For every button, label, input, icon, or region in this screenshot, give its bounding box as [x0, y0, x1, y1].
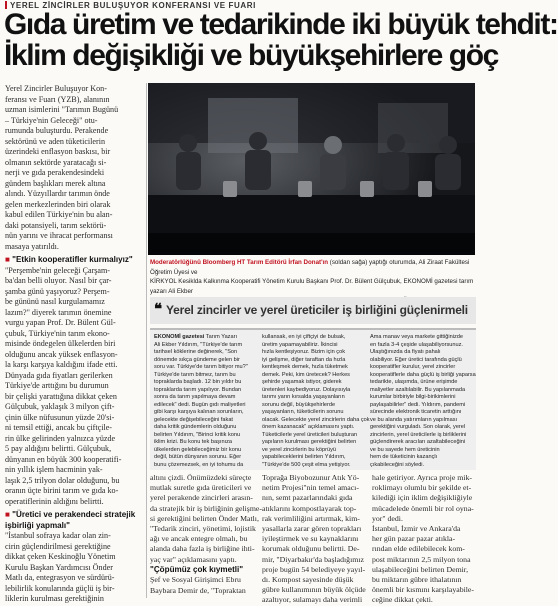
box-line: Ali Ekber Yıldırım, "Türkiye'de tarım — [154, 341, 243, 348]
box-line: ve bu alanda yatırımların yapılması — [370, 416, 458, 423]
body-line: uzman isimlerini "Tarımın Bugünü — [5, 105, 119, 114]
box-line: paylaşabilirler" dedi. Yıldırım, pandemi — [370, 401, 466, 408]
panel-photo — [148, 83, 475, 255]
body-line: nün yarını ve ihracat performansı — [5, 231, 113, 240]
body-line: gelen merkezlerinden biri olarak — [5, 199, 111, 209]
quote-mark-icon: ❝ — [154, 301, 163, 318]
body-line: olmanın sektörde yaratacağı si- — [5, 157, 107, 167]
body-line: çinin ülke nüfusunun yüzde 20'si- — [5, 412, 115, 422]
body-line: laşık 2,5 trilyon dolar olduğunu, bu — [5, 475, 120, 485]
headline-line-1: Gıda üretim ve tedarikinde iki büyük tehdit: — [4, 8, 558, 41]
body-line: kabul edilen Türkiye'nin bu alan- — [5, 210, 113, 219]
body-line: çubuk, Türkiye'nin tarım ekono- — [5, 328, 110, 338]
body-line: gündem başlıkları merek altına — [5, 178, 106, 188]
box-line: Ama manav veya markete gittiğinizde — [370, 334, 463, 340]
body-line: Dünyada gıda fiyatları gerilerken — [5, 370, 113, 380]
box-line: kullansak, en iyi çiftçiyi de bulsak, — [262, 334, 346, 340]
body-line: bir çelişki yarattığına dikkat çeken — [5, 391, 117, 401]
body-line: Baybara Demir de, "Topraktan — [150, 585, 246, 595]
body-line: daki potansiyeli, tarım sektörü- — [5, 220, 107, 230]
body-line: korumak olduğunu belirtti. De- — [262, 544, 360, 554]
body-line: 5 pay aldığını belirtti. Gülçubuk, — [5, 444, 112, 453]
body-line: yerel perakende zincirleri arasın- — [150, 493, 253, 503]
box-line: soru var. Türkiye'de tarım bitiyor mu?" — [154, 364, 248, 370]
pull-quote-text: Yerel zincirler ve yerel üreticiler iş birliğini güçlenirmeli — [166, 303, 468, 317]
body-line: bu miktarın gübre ithalatının — [372, 575, 462, 585]
box-line: önem kazanacak" açıklamasını yaptı. — [262, 424, 355, 430]
body-line: iyileştirmek ve su kaynaklarını — [262, 534, 359, 544]
body-line: be gününü nasıl kurgulamamız — [5, 297, 105, 306]
box-line: topraklarda tarım yapılıyor. Bundan — [154, 386, 242, 393]
box-line: dönemde sıkça gündeme gelen bir — [154, 356, 240, 363]
box-line: Ulaştığınızda da fiyatı pahalı — [370, 349, 441, 355]
box-line: edilecek" dedi. Bugün gıdı maliyetleri — [154, 401, 246, 408]
body-line: masaya yatırıldı. — [5, 241, 59, 251]
body-line: Şef ve Sosyal Girişimci Ebru — [150, 575, 241, 585]
box-line: sürecinde elektronik ticaretin arttığını — [370, 409, 462, 415]
body-line: Matlı da, entegrasyon ve sürdürü- — [5, 573, 115, 582]
body-line: "Perşembe'nin geleceği Çarşam- — [5, 265, 110, 275]
body-line: mir, "Diyarbakır'da başladığımız — [262, 554, 364, 564]
body-line: gübre kullanımının büyük ölçüde — [262, 585, 366, 595]
body-line: sektörünü ve aden tüketicilerin — [5, 136, 106, 146]
body-line: operatiflerinin aldığını belirtti. — [5, 496, 104, 506]
body-line: proje bugün 54 belediyeye yayıl- — [262, 564, 366, 574]
body-line: yor" dedi. — [372, 513, 403, 523]
subheading: "Çöpümüz çok kıymetli" — [150, 564, 244, 574]
box-line: değil, bütün dünyanın sorunu. Eğer — [154, 454, 242, 460]
body-line: netim Projesi"nin temel amacı- — [262, 483, 359, 493]
box-line: Tüketicilerle yerel üreticileri buluşturan — [262, 431, 358, 438]
box-line: maliyetler azaltılabilir. Bu yapılanmada — [370, 386, 466, 393]
body-line: rumunda buluşturdu. Perakende — [5, 126, 109, 135]
body-line: "İstanbul sofraya kadar olan zin- — [5, 531, 111, 540]
caption-highlight: Moderatörlüğünü Bloomberg HT Tarım Editörü İrfan Donat'ın — [150, 259, 329, 266]
body-line: liklerin kurulması gerektiğinin — [5, 594, 104, 603]
subheading: ■ "Etkin kooperatifler kurmalıyız" — [5, 255, 133, 264]
box-line: kurumlar birbiriyle bilgi-birikimlerini — [370, 394, 456, 400]
box-line: zincirlerin, yerel üreticilerle iş birliklerini — [370, 431, 467, 438]
box-line: tedarikte, ulaşımda, ürüne erişimde — [370, 379, 458, 385]
box-line: tarihsel köklerine değinerek, "Son — [154, 349, 238, 355]
body-line: Gülçubuk, yaklaşık 3 milyon çift- — [5, 402, 115, 411]
box-line: gerektiğini vurguladı. Son olarak, yerel — [370, 424, 466, 430]
body-line: kilediği için iklim değişikliğiyle — [372, 493, 473, 503]
box-line: topraklarda başladı. 12 bin yıldır bu — [154, 379, 242, 385]
body-line: roklimayı olumlu bir şekilde et- — [372, 483, 472, 493]
box-line: güçlendirerek aracıları azaltabileceğini — [370, 439, 466, 445]
body-line: mücadelede önemli bir rol oyna- — [372, 503, 474, 513]
body-line: önemli bir kısmını karşılayabile- — [372, 585, 474, 595]
body-column-1 — [5, 84, 144, 605]
box-line: yaşayanların, tüketicilerin sorunu — [262, 409, 344, 415]
box-line: üretim yapamayabiliriz. İkincisi — [262, 341, 338, 348]
sidebar-box — [150, 328, 476, 470]
body-line: yasallarla zarar gören toprakları — [262, 524, 362, 534]
body-line: la karşı karşıya kaldığını ifade etti. — [5, 360, 118, 369]
box-line: en fazla 3-4 çeşide ulaşabiliyorsunuz. — [370, 341, 463, 348]
box-line: ve yerel zincirlerin bu köprüyü — [262, 446, 336, 453]
body-line: nerji ve gıda perakendesindeki — [5, 168, 105, 177]
section-kicker: YEREL ZİNCİRLER BULUŞUYOR KONFERANSI VE FUARI — [5, 1, 256, 10]
body-line: ba'dan belli oluyor. Nasıl bir çar- — [5, 276, 112, 285]
caption-line: (soldan sağa) yaptığı oturumda, Ali Ziraat Fakültesi Öğretim Üyesi ve — [150, 259, 470, 276]
body-line: si gerektiğini belirten Önder Matlı, — [150, 513, 259, 523]
body-line: mutlak suretle gıda üreticileri ve — [150, 483, 252, 493]
body-line: ni temsil ettiği, ancak bu çiftçile- — [5, 423, 112, 432]
body-line: atıklarını kompostlayarak top- — [262, 503, 357, 513]
box-line: sorunu değil, büyükşehirlerde — [262, 401, 336, 408]
box-line: ülkelerden gelebileceğimiz bir konu — [154, 446, 242, 453]
box-column-2 — [262, 334, 370, 469]
body-line: azaltıyor, sulamayı daha verimli — [262, 595, 363, 605]
box-line: olabiliyor. Eğer üretici tarafında güçlü — [370, 356, 462, 363]
box-line: kooperatifler kurulur, yerel zincirler — [370, 364, 456, 370]
body-line: Toprağa Biyobozunur Atık Yö- — [262, 473, 360, 482]
box-line: tarımı yarın kırsalda yaşayanların — [262, 394, 345, 400]
box-line: demek. Peki, kim üretecek? Herkes — [262, 371, 350, 378]
box-line: yapıların kurulması gerektiğini belirten — [262, 439, 357, 445]
body-line: misinde öndegelen ülkelerden biri — [5, 339, 116, 348]
body-line: "Tedarik zinciri, yönetimi, lojistik — [150, 524, 256, 534]
body-line: üzerindeki enflasyon baskısı, bir — [5, 147, 111, 156]
body-column — [262, 473, 368, 606]
box-column-3 — [370, 334, 476, 469]
box-line: daha kritik gündemlerin olduğunu — [154, 424, 237, 430]
body-line: Kurulu Başkan Yardımcısı Önder — [5, 562, 113, 572]
box-line: şehirde yaşamak istiyor, giderek — [262, 379, 342, 385]
body-column — [150, 473, 262, 596]
box-column-1 — [154, 334, 254, 469]
body-line: lebilirlik konularında güçlü iş bir- — [5, 583, 115, 593]
body-line: ağı ve ancak entegre olmalı, bu — [150, 534, 248, 544]
body-line: rından elde edilebilecek kom- — [372, 544, 465, 554]
body-line: feransı ve Fuarı (YZB), alanının — [5, 94, 110, 104]
box-line: hızla kentleşiyoruz. Bizim için çok — [262, 349, 346, 355]
box-line: "Türkiye'de 500 çeşit elma yetişiyor. — [262, 461, 351, 468]
body-line: nin yıllık işlem hacminin yak- — [5, 465, 103, 474]
body-line: dı. Kompost sayesinde düşük — [262, 575, 354, 585]
body-line: ceğine dikkat çekti. — [372, 595, 433, 605]
box-line: yapabileceklerini belirten Yıldırım, — [262, 454, 346, 460]
box-line: kooperatiflerle daha güçlü iş birliği yaparsa — [370, 371, 476, 378]
body-line: ulaşabileceğini belirten Demir, — [372, 564, 469, 574]
body-line: Türkiye'de arttığını bu durumun — [5, 381, 109, 390]
box-line: kentleşmek demek, hızla tüketmek — [262, 364, 348, 370]
body-line: lazım?" diyerek tarımın önemine — [5, 307, 112, 317]
body-line: yaç var" açıklamasını yaptı. — [150, 554, 237, 564]
body-line: hale getiriyor. Ayrıca proje mik- — [372, 473, 472, 482]
body-line: cirin güçlendirilmesi gerektiğine — [5, 541, 111, 551]
box-line: iyi gelişme, diğer taraftan da hızla — [262, 356, 346, 363]
box-line: sonra da tarım yapılmaya devam — [154, 394, 236, 400]
body-line: rin ülke gelirinden yalnızca yüzde — [5, 433, 116, 443]
box-line: hem de tüketicinin kazançlı — [370, 454, 438, 460]
box-line: EKONOMİ gazetesi Tarım Yazarı — [154, 334, 238, 340]
caption-line: KİRKYOL Kesiklda Kalkınma Kooperatifi Yönetim Kurulu Başkanı Prof. Dr. Bülent Gülçubuk, EKONOMİ gazetesi tarım yazarı Ali Ekber — [150, 278, 474, 295]
body-line: rak verimliliğini artırmak, kim- — [262, 513, 360, 523]
body-line: alanda daha fazla iş birliğine ihti- — [150, 544, 255, 554]
body-line: dünyanın en büyük 300 kooperatifi- — [5, 454, 122, 464]
body-line: alındı. Yüzyıllardır tarımın önde — [5, 189, 110, 198]
box-line: bunu çözemezsek, en iyi tohumu da — [154, 461, 244, 468]
subheading: ■ "Üretici ve perakendeci stratejik işbirliği yapmalı" — [5, 510, 136, 530]
body-line: İstanbul, İzmir ve Ankara'da — [372, 524, 461, 534]
box-line: iklim krizi. Bu konu tek başınıza — [154, 439, 233, 445]
body-line: post miktarının 2,5 milyon tona — [372, 554, 471, 564]
box-line: gibi karşı karşıya kalınan sorunların, — [154, 409, 244, 415]
headline — [4, 8, 558, 72]
panel-photo-image — [148, 83, 475, 255]
box-line: gelecekte değişebileceğini fakat — [154, 416, 233, 423]
box-line: çıkabileceğini söyledi. — [370, 461, 425, 468]
body-line: olduğunu ancak yüksek enflasyon- — [5, 349, 118, 359]
box-line: üretenleri kaybediyoruz. Dolayısıyla — [262, 386, 351, 393]
body-line: şamba günü yaşıyoruz? Perşem- — [5, 286, 110, 296]
box-line: Türkiye'de tarım bitmez, tarım bu — [154, 371, 236, 378]
body-line: vurgu yapan Prof. Dr. Bülent Gül- — [5, 318, 116, 327]
body-line: her gün pazar pazar atıkla- — [372, 534, 456, 544]
body-line: – Türkiye'nin Geleceği" otu- — [5, 115, 98, 125]
box-line: belirten Yıldırım, "Birinci kritik konu — [154, 431, 241, 438]
pull-quote — [150, 297, 476, 324]
box-line: olacak. Gelecekte yerel zincirlerin daha çok — [262, 416, 370, 423]
body-line: oranın üçte birini tarım ve gıda ko- — [5, 486, 119, 495]
column-divider — [146, 83, 147, 598]
headline-line-2: İklim değişikliği ve büyükşehirlere göç — [4, 39, 498, 72]
box-line: ve bu sayede hem üreticinin — [370, 446, 440, 453]
body-line: Yerel Zincirler Buluşuyor Kon- — [5, 84, 107, 93]
body-line: nın, semt pazarlarındaki gıda — [262, 493, 353, 503]
body-line: dikkat çeken Keskinoğlu Yönetim — [5, 552, 116, 561]
body-column — [372, 473, 476, 606]
body-line: da stratejik bir iş birliğinin gelişme- — [150, 503, 262, 513]
body-line: altını çizdi. Önümüzdeki süreçte — [150, 473, 252, 482]
